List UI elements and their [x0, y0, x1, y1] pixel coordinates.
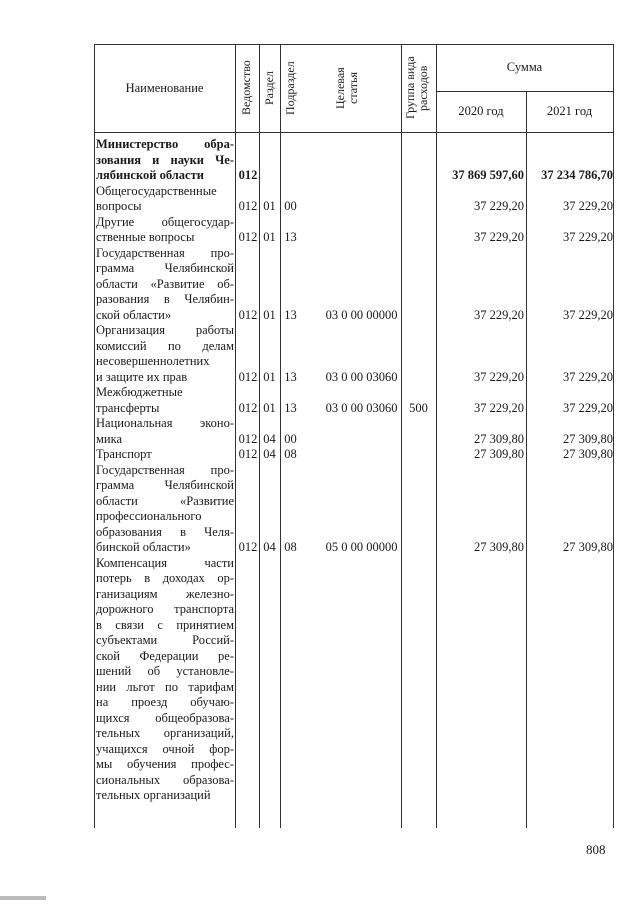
row-name-line: Межбюджетные [96, 385, 183, 399]
row-name-line: учащихся очной фор- [96, 741, 234, 756]
row-dept: 012 [238, 540, 258, 554]
row-name-line: шений об установле- [96, 664, 234, 678]
row-dept: 012 [238, 369, 258, 384]
row-name [96, 447, 234, 463]
row-name [96, 137, 234, 184]
row-target-article: 03 0 00 03060 [325, 400, 398, 415]
row-target-article: 03 0 00 03060 [325, 369, 398, 384]
row-name [96, 385, 234, 416]
row-name-line: субъектами Россий- [96, 633, 234, 647]
row-name [96, 215, 234, 246]
row-sum-2020: 37 869 597,60 [452, 168, 524, 182]
row-target-article: 05 0 00 00000 [325, 540, 398, 554]
row-dept: 012 [238, 230, 258, 244]
row-name-line: разования в Челябин- [96, 292, 234, 306]
scan-mark [0, 896, 46, 900]
row-sum-2020: 27 309,80 [474, 540, 524, 554]
row-section: 01 [263, 400, 276, 415]
row-sum-2020: 37 229,20 [474, 369, 524, 384]
row-name [96, 416, 234, 447]
row-dept: 012 [238, 307, 258, 322]
row-name-line: мика [96, 431, 123, 446]
row-name-line: нии льгот по тарифам [96, 679, 234, 694]
row-name-line: профессионального [96, 509, 202, 523]
row-subsection: 13 [284, 369, 297, 384]
row-name [96, 184, 234, 215]
row-subsection: 08 [284, 540, 297, 554]
row-name-line: ственные вопросы [96, 230, 195, 244]
row-name-line: щихся общеобразова- [96, 710, 234, 725]
page-number: 808 [586, 842, 606, 857]
row-sum-2021: 27 309,80 [563, 540, 613, 554]
row-sum-2020: 37 229,20 [474, 230, 524, 244]
row-name-line: Национальная эконо- [96, 416, 234, 430]
row-name-line: Государственная про- [96, 245, 234, 260]
row-name-line: Транспорт [96, 447, 152, 461]
header-year-2020: 2020 год [458, 104, 504, 118]
row-name-line: сиональных образова- [96, 772, 234, 787]
row-sum-2020: 37 229,20 [474, 199, 524, 213]
row-sum-2021: 27 309,80 [563, 447, 613, 461]
row-subsection: 13 [284, 400, 297, 415]
row-sum-2021: 37 234 786,70 [541, 168, 613, 182]
row-sum-2021: 27 309,80 [563, 431, 613, 446]
row-name-line: Другие общегосудар- [96, 214, 234, 229]
row-sum-2020: 37 229,20 [474, 307, 524, 322]
row-sum-2021: 37 229,20 [563, 369, 613, 384]
row-section: 01 [263, 369, 276, 384]
row-name-line: Государственная про- [96, 462, 234, 477]
row-sum-2021: 37 229,20 [563, 199, 613, 213]
row-section: 01 [263, 199, 276, 213]
row-sum-2021: 37 229,20 [563, 400, 613, 415]
row-name-line: ской области» [96, 307, 172, 322]
row-name-line: Организация работы [96, 323, 234, 337]
row-subsection: 08 [284, 447, 297, 461]
row-subsection: 00 [284, 431, 297, 446]
row-sum-2020: 27 309,80 [474, 431, 524, 446]
header-subsection: Подраздел [283, 61, 297, 115]
header-section: Раздел [262, 71, 276, 105]
row-expense-group: 500 [409, 400, 428, 415]
header-year-2021: 2021 год [546, 104, 593, 118]
row-name [96, 463, 234, 556]
row-name [96, 246, 234, 324]
row-section: 01 [263, 230, 276, 244]
row-section: 04 [263, 540, 276, 554]
header-target-article: Целевая статья [333, 67, 360, 109]
row-sum-2020: 27 309,80 [474, 447, 524, 461]
row-dept: 012 [238, 199, 258, 213]
row-name-line: грамма Челябинской [96, 478, 234, 492]
header-expense-group: Группа вида расходов [403, 56, 430, 120]
row-name-line: на проезд обучаю- [96, 695, 234, 709]
row-name-line: области «Развитие об- [96, 276, 234, 291]
row-name-line: лябинской области [96, 168, 204, 182]
header-name: Наименование [125, 80, 204, 95]
row-subsection: 13 [284, 230, 297, 244]
row-name-line: зования и науки Че- [96, 152, 234, 167]
row-name-line: потерь в доходах ор- [96, 571, 234, 585]
row-sum-2020: 37 229,20 [474, 400, 524, 415]
row-name-line: трансферты [96, 400, 160, 415]
row-name-line: ганизациям железно- [96, 586, 234, 601]
row-name-line: дорожного транспорта [96, 602, 234, 616]
row-section: 01 [263, 307, 276, 322]
row-sum-2021: 37 229,20 [563, 307, 613, 322]
header-dept: Ведомство [239, 60, 253, 116]
row-name-line: и защите их прав [96, 369, 188, 384]
row-dept: 012 [238, 431, 258, 446]
row-name-line: бинской области» [96, 540, 191, 554]
row-name-line: тельных организаций [96, 788, 211, 802]
row-name-line: образования в Челя- [96, 524, 234, 539]
row-sum-2021: 37 229,20 [563, 230, 613, 244]
row-name-line: вопросы [96, 199, 142, 213]
row-name-line: грамма Челябинской [96, 261, 234, 275]
row-subsection: 00 [284, 199, 297, 213]
row-name-line: несовершеннолетних [96, 354, 210, 368]
row-name-line: Министерство обра- [96, 137, 234, 151]
row-name-line: ской Федерации ре- [96, 648, 234, 663]
row-target-article: 03 0 00 00000 [325, 307, 398, 322]
row-section: 04 [263, 431, 276, 446]
row-name-line: Компенсация части [96, 555, 234, 570]
row-name-line: комиссий по делам [96, 338, 234, 353]
row-name-line: области «Развитие [96, 493, 234, 508]
row-name [96, 556, 234, 804]
row-subsection: 13 [284, 307, 297, 322]
row-name-line: Общегосударственные [96, 183, 217, 198]
row-dept: 012 [238, 447, 258, 461]
header-sum: Сумма [506, 60, 543, 74]
row-dept: 012 [238, 400, 258, 415]
row-name [96, 323, 234, 385]
row-dept: 012 [238, 168, 258, 182]
row-name-line: мы обучения профес- [96, 757, 234, 771]
row-name-line: тельных организаций, [96, 726, 234, 740]
row-name-line: в связи с принятием [96, 617, 234, 632]
row-section: 04 [263, 447, 276, 461]
